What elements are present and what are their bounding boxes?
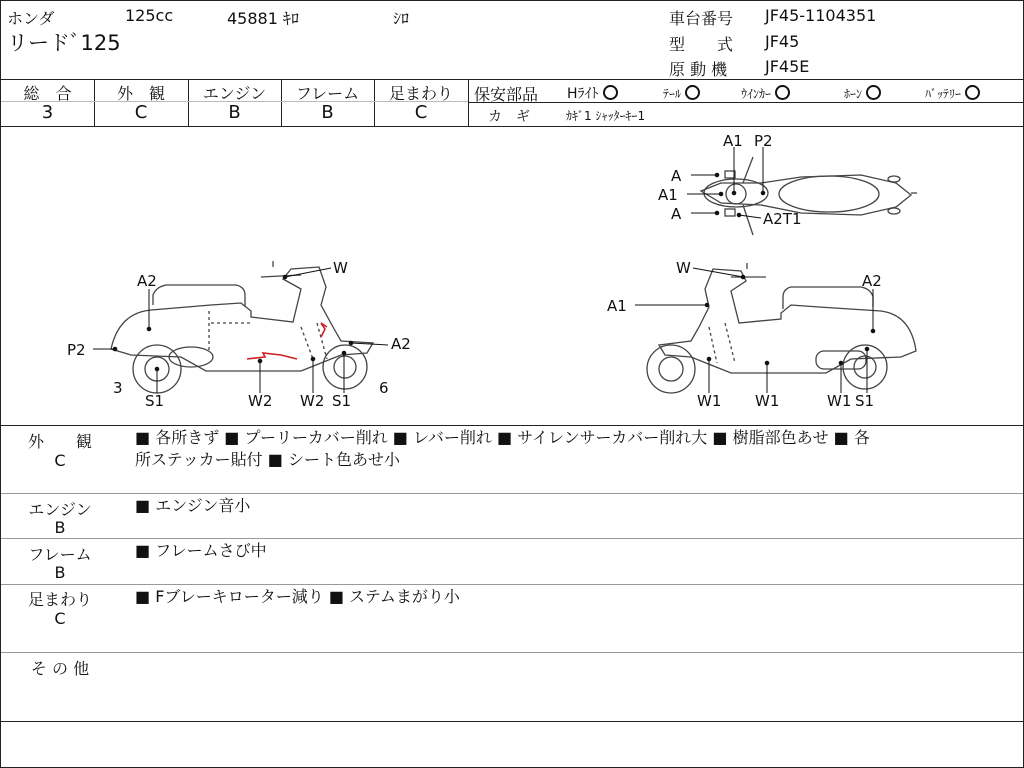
suspension-note-text: ■ Fブレーキローター減り ■ ステムまがり小 <box>135 587 460 606</box>
label-top-p2: P2 <box>754 132 773 150</box>
safety-title: 保安部品 <box>474 85 539 104</box>
other-note-title: そ の 他 <box>30 659 90 678</box>
safety-taillight <box>663 85 700 102</box>
divider <box>1 425 1023 426</box>
scooter-top-view <box>701 157 917 235</box>
label-left-3: 3 <box>113 379 123 397</box>
headlight-label: Hﾗｲﾄ <box>567 86 599 102</box>
displacement: 125cc <box>125 6 174 25</box>
label-top-a1b: A1 <box>658 186 678 204</box>
safety-horn <box>844 85 881 102</box>
frame-no: JF45-1104351 <box>765 6 877 25</box>
frame-note-text: ■ フレームさび中 <box>135 541 267 560</box>
damage-marks <box>247 323 327 359</box>
divider <box>468 102 1023 103</box>
model-name: リードﾞ125 <box>7 31 121 55</box>
exterior-note-title: 外 観 <box>27 432 92 451</box>
ok-circle-icon <box>685 85 700 100</box>
taillight-label: ﾃｰﾙ <box>663 87 682 101</box>
engine-note-grade: B <box>54 518 66 537</box>
frame-note-title: フレーム <box>28 545 92 564</box>
safety-winker <box>741 85 790 102</box>
label-left-w2b: W2 <box>300 392 325 410</box>
suspension-note-title: 足まわり <box>27 590 92 609</box>
label-left-6: 6 <box>379 379 389 397</box>
label-right-s1: S1 <box>855 392 875 410</box>
battery-label: ﾊﾞｯﾃﾘｰ <box>925 87 962 101</box>
engine-value: JF45E <box>765 57 810 76</box>
divider <box>1 79 1023 80</box>
mileage: 45881 ｷﾛ <box>227 9 299 28</box>
label-right-w1b: W1 <box>755 392 780 410</box>
type-value: JF45 <box>765 32 800 51</box>
winker-label: ｳｲﾝｶｰ <box>741 87 772 101</box>
label-left-a2r: A2 <box>391 335 411 353</box>
engine-label: 原 動 機 <box>669 60 728 79</box>
label-top-a: A <box>671 167 682 185</box>
key-label: カ ギ <box>488 109 530 125</box>
exterior-note-grade: C <box>54 451 66 470</box>
divider <box>1 721 1023 722</box>
engine-grade-label: エンジン <box>202 84 267 103</box>
key-value: ｶｷﾞ1 ｼｬｯﾀｰｷｰ1 <box>566 109 646 123</box>
frame-grade-label: フレーム <box>295 84 360 103</box>
label-right-w1a: W1 <box>697 392 722 410</box>
ok-circle-icon <box>603 85 618 100</box>
suspension-grade: C <box>414 102 428 123</box>
exterior-note-line-2: 所ステッカー貼付 ■ シート色あせ小 <box>135 450 400 469</box>
safety-headlight <box>567 83 618 103</box>
label-left-a2: A2 <box>137 272 157 290</box>
exterior-grade: C <box>134 102 148 123</box>
overall-label: 総 合 <box>23 84 72 103</box>
callout-lines <box>93 147 875 393</box>
label-right-w1c: W1 <box>827 392 852 410</box>
label-left-s1b: S1 <box>332 392 352 410</box>
frame-grade: B <box>321 102 334 123</box>
engine-grade: B <box>228 102 241 123</box>
label-right-a1: A1 <box>607 297 627 315</box>
divider <box>1 493 1023 494</box>
diagram-labels <box>67 132 882 410</box>
suspension-grade-label: 足まわり <box>388 84 453 103</box>
engine-note-title: エンジン <box>28 500 92 519</box>
overall-grade: 3 <box>41 102 54 123</box>
color: ｼﾛ <box>393 9 410 28</box>
exterior-label: 外 観 <box>116 84 165 103</box>
label-right-a2: A2 <box>862 272 882 290</box>
divider <box>1 538 1023 539</box>
frame-note-grade: B <box>54 563 66 582</box>
label-left-w2a: W2 <box>248 392 273 410</box>
ok-circle-icon <box>866 85 881 100</box>
divider <box>1 584 1023 585</box>
label-left-p2: P2 <box>67 341 86 359</box>
label-top-a-2: A <box>671 205 682 223</box>
label-right-w: W <box>676 259 691 277</box>
label-left-w: W <box>333 259 348 277</box>
horn-label: ﾎｰﾝ <box>844 87 863 101</box>
suspension-note-grade: C <box>54 609 66 628</box>
label-left-s1: S1 <box>145 392 165 410</box>
damage-diagram <box>1 127 1023 425</box>
label-top-a2t1: A2T1 <box>763 210 802 228</box>
divider <box>1 652 1023 653</box>
exterior-note-line-1: ■ 各所きず ■ プーリーカバー削れ ■ レバー削れ ■ サイレンサーカバー削れ大 ■ 樹脂部色あせ ■ 各 <box>135 428 870 447</box>
ok-circle-icon <box>965 85 980 100</box>
engine-note-text: ■ エンジン音小 <box>135 496 251 515</box>
frame-no-label: 車台番号 <box>669 9 734 28</box>
maker: ホンダ <box>7 9 55 28</box>
ok-circle-icon <box>775 85 790 100</box>
safety-battery <box>925 85 980 102</box>
label-top-a1: A1 <box>723 132 743 150</box>
type-label: 型 式 <box>669 35 734 54</box>
